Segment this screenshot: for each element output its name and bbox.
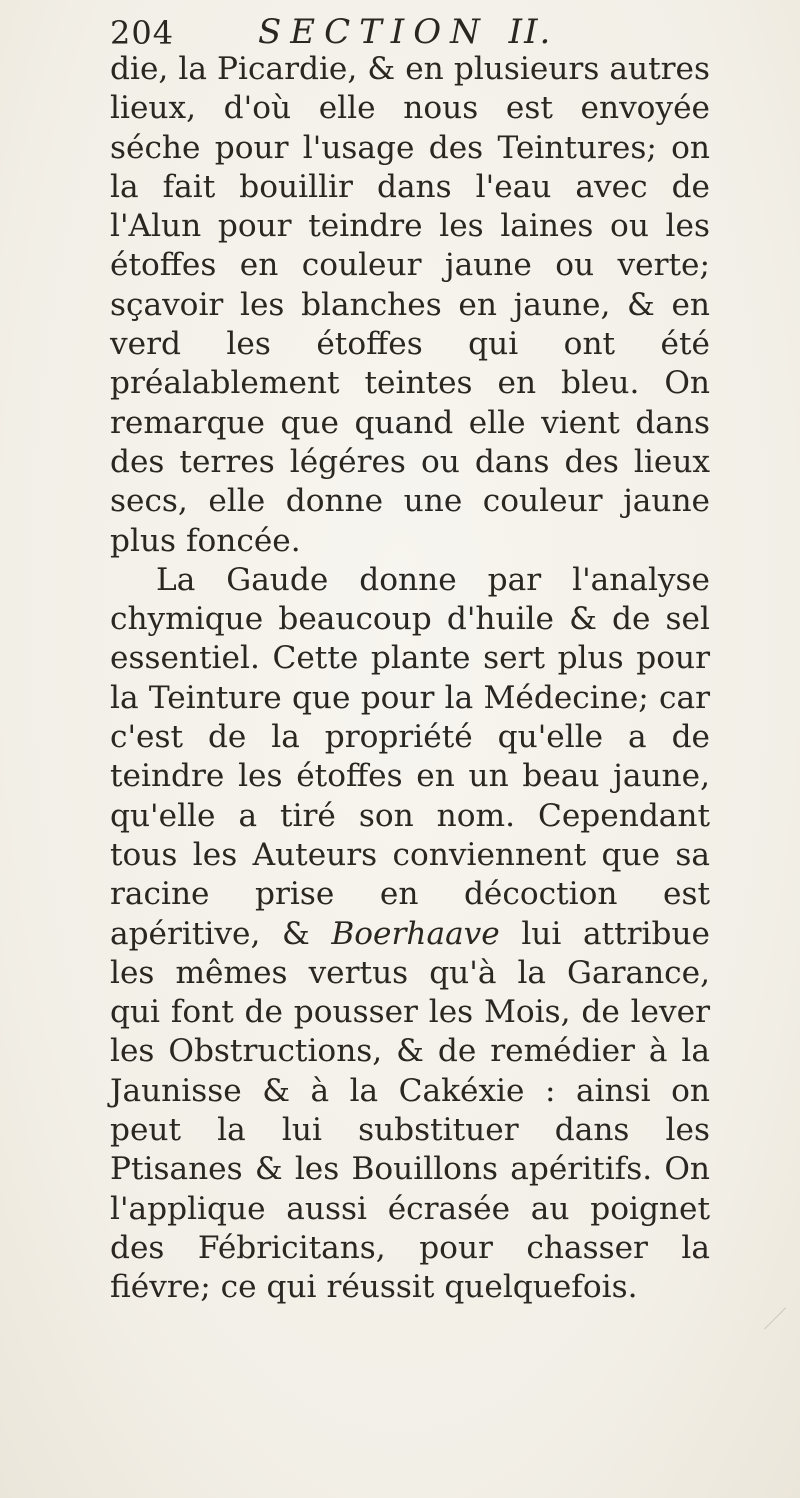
running-head xyxy=(258,12,552,52)
author-name-boerhaave: Boerhaave xyxy=(331,915,500,952)
section-number: II. xyxy=(508,12,553,52)
paragraph-gaude xyxy=(110,561,710,1308)
paragraph-gaude-text-2: lui attribue les mêmes vertus qu'à la Garance, qui font de pousser les Mois, de lever les Obstructions, & de remédier à la Jaunisse & à la Cakéxie : ainsi on peut la lui substituer dans les Ptisanes & les Bouillons apéritifs. On l'applique aussi écrasée au poignet des Fébricitans, pour chasser la fiévre; ce qui réussit quelquefois. xyxy=(110,915,710,1306)
body-text xyxy=(110,50,710,1308)
stray-mark xyxy=(764,1308,786,1330)
paragraph-gaude-text-1: La Gaude donne par l'analyse chymique beaucoup d'huile & de sel essentiel. Cette plante sert plus pour la Teinture que pour la Médecine; car c'est de la propriété qu'elle a de teindre les étoffes en un beau jaune, qu'elle a tiré son nom. Cependant tous les Auteurs conviennent que sa racine prise en décoction est apéritive, & xyxy=(110,561,710,952)
paragraph-continuation: die, la Picardie, & en plusieurs autres lieux, d'où elle nous est envoyée séche pour l'usage des Teintures; on la fait bouillir dans l'eau avec de l'Alun pour teindre les laines ou les étoffes en couleur jaune ou verte; sçavoir les blanches en jaune, & en verd les étoffes qui ont été préalablement teintes en bleu. On remarque que quand elle vient dans des terres légéres ou dans des lieux secs, elle donne une couleur jaune plus foncée. xyxy=(110,51,710,559)
section-label: SECTION xyxy=(258,12,489,52)
page-number: 204 xyxy=(110,14,175,52)
